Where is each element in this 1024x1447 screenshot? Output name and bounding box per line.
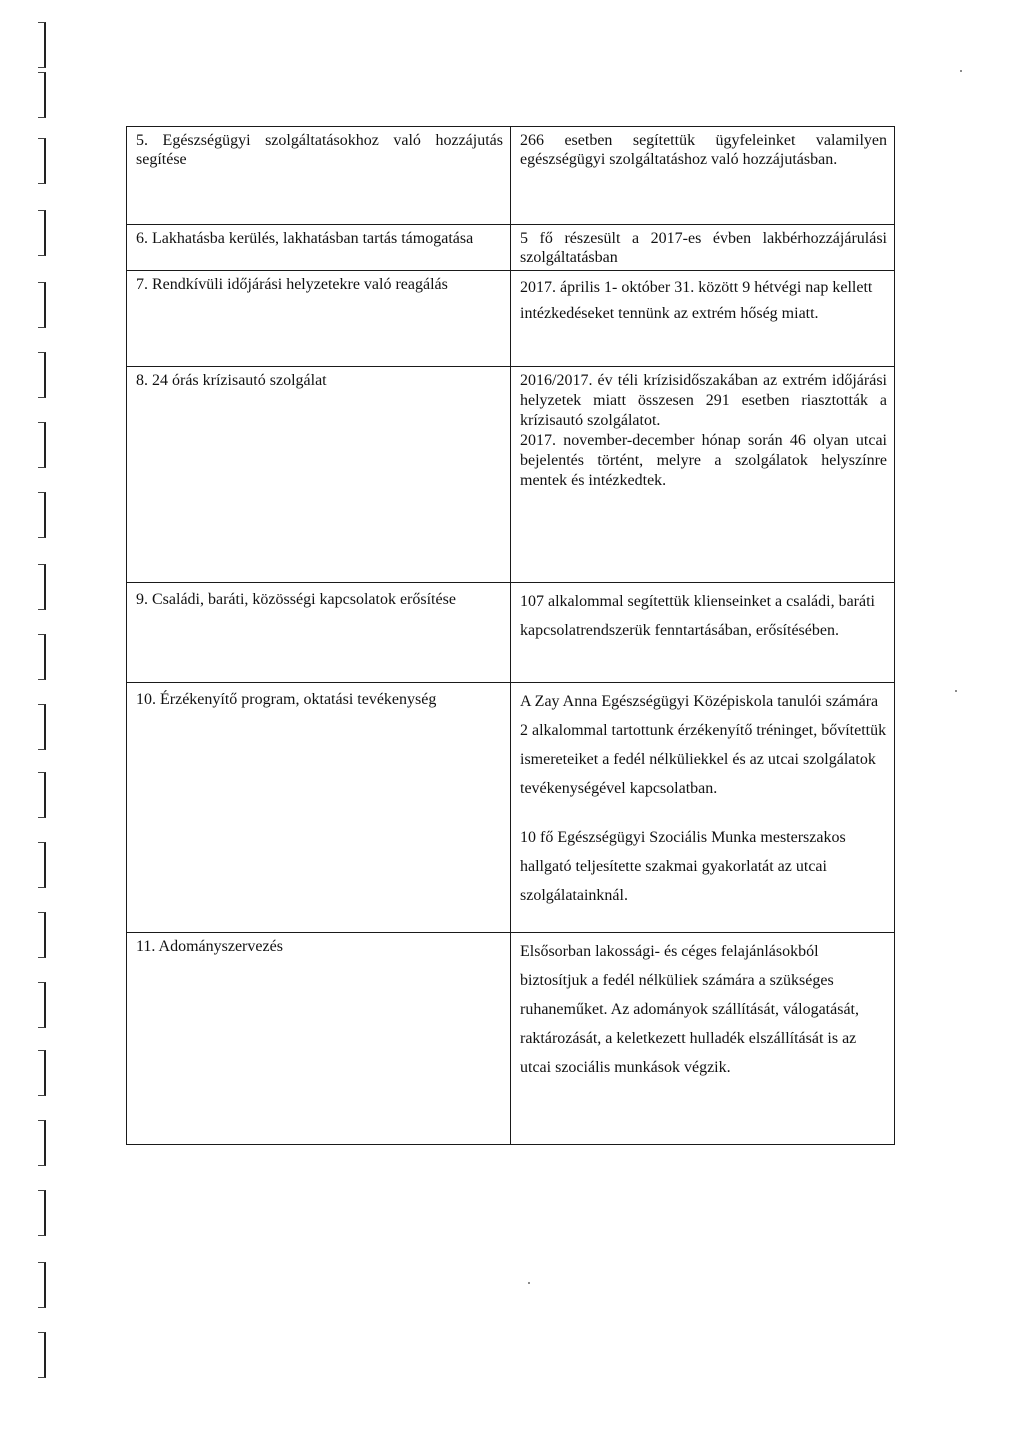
result-cell	[511, 271, 895, 367]
result-cell	[511, 583, 895, 683]
services-table	[126, 126, 895, 1145]
activity-cell	[127, 583, 511, 683]
result-text: A Zay Anna Egészségügyi Középiskola tanulói számára 2 alkalommal tartottunk érzékenyítő tréninget, bővítettük ismereteiket a fedél nélküliekkel és az utcai szolgálatok tevékenységével kapcsolatban.	[520, 693, 887, 797]
scan-speck	[955, 690, 957, 692]
activity-text: 5. Egészségügyi szolgáltatásokhoz való hozzájutás segítése	[136, 132, 503, 168]
activity-cell	[127, 367, 511, 583]
table-row	[127, 683, 895, 933]
result-text: 10 fő Egészségügyi Szociális Munka mesterszakos hallgató teljesítette szakmai gyakorlatát az utcai szolgálatainknál.	[520, 829, 846, 904]
result-cell	[511, 367, 895, 583]
result-text: 107 alkalommal segítettük klienseinket a családi, baráti kapcsolatrendszerük fenntartásában, erősítésében.	[520, 593, 875, 639]
activity-text: 7. Rendkívüli időjárási helyzetekre való reagálás	[136, 276, 448, 293]
result-cell	[511, 127, 895, 225]
activity-cell	[127, 271, 511, 367]
activity-text: 8. 24 órás krízisautó szolgálat	[136, 372, 327, 389]
activity-text: 10. Érzékenyítő program, oktatási tevékenység	[136, 691, 437, 708]
table-row	[127, 127, 895, 225]
table-row	[127, 583, 895, 683]
result-cell	[511, 933, 895, 1145]
result-text: 5 fő részesült a 2017-es évben lakbérhozzájárulási szolgáltatásban	[520, 230, 887, 266]
scan-binding-marks	[34, 0, 54, 1447]
activity-cell	[127, 127, 511, 225]
result-text: 266 esetben segítettük ügyfeleinket valamilyen egészségügyi szolgáltatáshoz való hozzájutásban.	[520, 132, 887, 168]
table-row	[127, 367, 895, 583]
activity-text: 6. Lakhatásba kerülés, lakhatásban tartás támogatása	[136, 230, 474, 247]
result-cell	[511, 683, 895, 933]
table-row	[127, 271, 895, 367]
activity-text: 11. Adományszervezés	[136, 938, 283, 955]
scan-speck	[528, 1282, 530, 1284]
result-text: 2016/2017. év téli krízisidőszakában az extrém időjárási helyzetek miatt összesen 291 esetben riasztották a krízisautó szolgálatot.	[520, 372, 887, 429]
activity-text: 9. Családi, baráti, közösségi kapcsolatok erősítése	[136, 591, 456, 608]
result-text: 2017. április 1- október 31. között 9 hétvégi nap kellett intézkedéseket tennünk az extrém hőség miatt.	[520, 279, 873, 322]
activity-cell	[127, 225, 511, 271]
activity-cell	[127, 683, 511, 933]
scan-speck	[960, 70, 962, 72]
table-row	[127, 933, 895, 1145]
table-row	[127, 225, 895, 271]
result-cell	[511, 225, 895, 271]
result-text: 2017. november-december hónap során 46 olyan utcai bejelentés történt, melyre a szolgálatok helyszínre mentek és intézkedtek.	[520, 432, 887, 489]
activity-cell	[127, 933, 511, 1145]
result-text: Elsősorban lakossági- és céges felajánlásokból biztosítjuk a fedél nélküliek számára a szükséges ruhaneműket. Az adományok szállítását, válogatását, raktározását, a keletkezett hulladék elszállítását is az utcai szociális munkások végzik.	[520, 943, 859, 1076]
